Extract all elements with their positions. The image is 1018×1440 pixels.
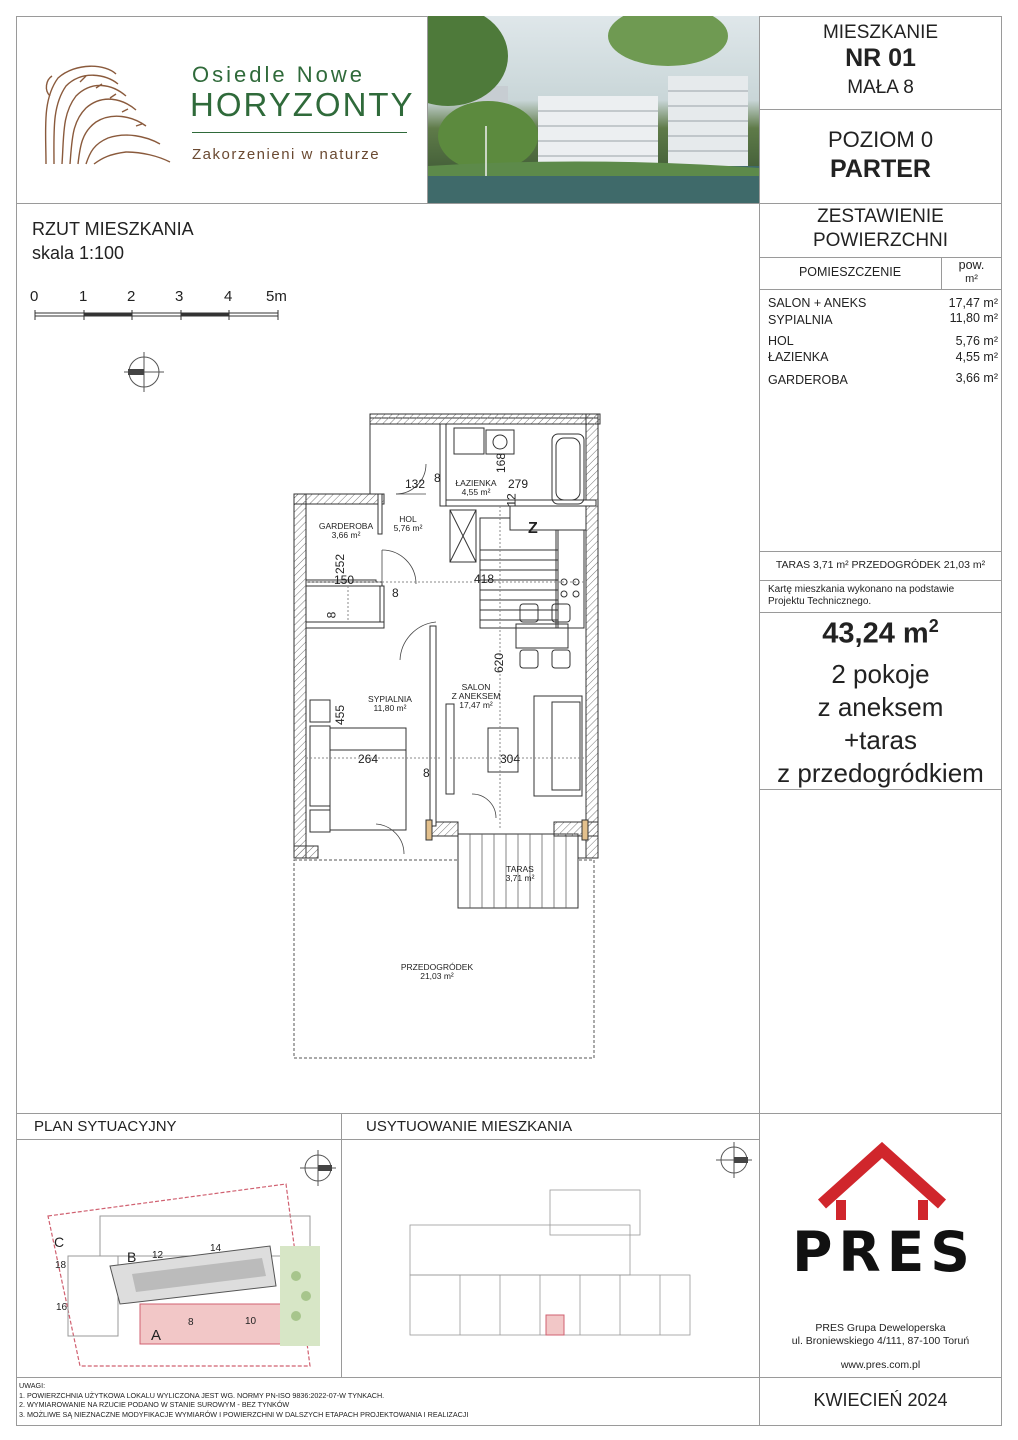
company-logo [766,1142,1002,1282]
scale-tick-label: 0 [30,288,39,305]
brand-logo [30,56,420,176]
room-label-lazienka [448,479,504,497]
areas-col-room: POMIESZCZENIE [798,265,902,279]
total-area-unit: 2 [928,616,939,636]
room-name: ŁAZIENKA [768,350,829,364]
level-label: POZIOM 0 [827,127,934,152]
plan-title: RZUT MIESZKANIA [32,219,194,239]
scale-tick-label: 5m [266,288,287,305]
room-label-area: 4,55 m² [461,487,491,497]
site-label: 8 [188,1317,194,1328]
room-label-area: 21,03 m² [420,971,454,981]
desc-line: 2 pokoje [831,659,930,689]
dimension-label: 304 [500,752,521,766]
note-line: 2. WYMIAROWANIE NA RZUCIE PODANO W STANIE SUROWYM - BEZ TYNKÓW [19,1400,290,1409]
room-area: 3,66 m² [955,371,998,385]
area-row [768,313,1000,327]
room-label-area: 17,47 m² [459,700,493,710]
room-label-name: HOL [399,514,417,524]
scale-bar [28,288,288,328]
brand-tagline: Zakorzenieni w naturze [192,146,381,163]
total-area-value: 43,24 m [822,617,929,650]
apartment-number: NR 01 [845,44,916,72]
room-name: GARDEROBA [768,373,848,387]
room-label-area: 11,80 m² [373,703,407,713]
dimension-label: 252 [333,553,348,575]
building-photo [428,16,759,203]
room-label-name: SYPIALNIA [368,694,412,704]
areas-col-area-1: pow. [958,258,985,272]
z-mark: Z [528,520,538,537]
site-plan-title: PLAN SYTUACYJNY [34,1118,177,1135]
site-label: 18 [55,1260,67,1271]
room-name: SALON + ANEKS [768,296,867,310]
brand-line1: Osiedle Nowe [192,62,365,87]
room-label-name: ŁAZIENKA [455,478,497,488]
company-address: ul. Broniewskiego 4/111, 87-100 Toruń [791,1335,970,1347]
areas-col-area-2: m² [965,273,978,285]
divider [759,109,1002,110]
areas-extras: TARAS 3,71 m² PRZEDOGRÓDEK 21,03 m² [775,559,986,571]
room-name: HOL [768,334,794,348]
note-line: 3. MOŻLIWE SĄ NIEZNACZNE MODYFIKACJE WYMIARÓW I POWIERZCHNI W DALSZYCH ETAPACH PROJEKTOWANIA I REALIZACJI [19,1409,469,1419]
total-area [759,616,1002,651]
dimension-label: 455 [333,704,348,726]
company-logo-text: PRES [792,1220,976,1284]
room-label-hol [380,515,436,533]
area-row [768,296,1000,310]
room-area: 4,55 m² [955,350,998,364]
room-label-salon [446,683,506,710]
dimension-label: 132 [405,477,426,491]
areas-title-2: POWIERZCHNI [812,230,949,251]
apartment-label: MIESZKANIE [822,22,939,43]
notes [19,1381,749,1419]
scale-tick-label: 2 [127,288,136,305]
dimension-label: 8 [392,586,399,600]
room-label-garderoba [316,522,376,540]
desc-line: z aneksem [817,692,944,722]
dimension-label: 168 [494,452,509,474]
area-row [768,334,1000,348]
room-label-taras [492,865,548,883]
areas-title-1: ZESTAWIENIE [817,206,944,227]
desc-line: +taras [844,725,917,755]
divider [759,289,1002,290]
dimension-label: 8 [324,611,339,619]
site-label: B [127,1249,137,1265]
brand-arrow [192,132,407,133]
dimension-label: 279 [508,477,529,491]
room-name: SYPIALNIA [768,313,833,327]
divider [16,1377,1002,1378]
room-label-area: 3,66 m² [331,530,361,540]
level-name: PARTER [830,155,931,183]
divider [341,1113,342,1377]
dimension-label: 418 [474,572,495,586]
areas-note: Kartę mieszkania wykonano na podstawie Projektu Technicznego. [768,584,955,607]
area-row [768,373,1000,387]
dimension-label: 150 [334,573,355,587]
room-label-sypialnia [360,695,420,713]
divider [759,203,1002,204]
site-label: 14 [210,1243,222,1254]
dimension-label: 620 [492,652,507,674]
room-label-name: GARDEROBA [318,521,374,531]
site-plan-map [40,1176,340,1371]
site-label: 12 [152,1250,164,1261]
north-arrow-icon [124,352,164,392]
site-label: A [151,1327,162,1344]
apartment-desc [759,658,1002,790]
company-www: www.pres.com.pl [840,1359,921,1371]
room-label-name-2: Z ANEKSEM [451,691,501,701]
note-line: 1. POWIERZCHNIA UŻYTKOWA LOKALU WYLICZONA JEST WG. NORMY PN-ISO 9836:2022-07-W TYNKACH. [19,1390,385,1400]
divider [759,612,1002,613]
area-row [768,350,1000,364]
room-area: 5,76 m² [955,334,998,348]
desc-line: z przedogródkiem [777,758,984,788]
brand-line2: HORYZONTY [190,86,415,123]
room-area: 11,80 m² [949,311,998,325]
divider [759,551,1002,552]
dimension-label: 8 [434,471,441,485]
room-label-name: SALON [461,682,491,692]
location-map [400,1185,700,1365]
divider [16,1139,759,1140]
dimension-label: 8 [423,766,430,780]
divider [16,1113,1002,1114]
house-roof-icon [766,1142,1002,1222]
room-label-name: PRZEDOGRÓDEK [400,962,474,972]
north-arrow-icon [716,1142,752,1178]
room-area: 17,47 m² [948,296,998,310]
plan-scale: skala 1:100 [32,243,125,263]
sheet-date: KWIECIEŃ 2024 [813,1390,948,1410]
company-name: PRES Grupa Deweloperska [815,1322,946,1334]
dimension-label: 12 [504,493,519,507]
site-label: 16 [56,1302,68,1313]
room-label-area: 3,71 m² [505,873,535,883]
location-title: USYTUOWANIE MIESZKANIA [366,1118,573,1135]
room-label-przedogrodek [397,963,477,981]
scale-tick-label: 4 [224,288,233,305]
notes-title: UWAGI: [19,1381,46,1390]
room-label-area: 5,76 m² [393,523,423,533]
site-label: 10 [245,1316,257,1327]
apartment-street: MAŁA 8 [847,77,914,98]
scale-tick-label: 3 [175,288,184,305]
divider [759,580,1002,581]
dimension-label: 264 [358,752,379,766]
room-label-name: TARAS [506,864,534,874]
tree-emblem-icon [36,60,176,170]
divider [16,203,759,204]
site-label: C [54,1234,65,1250]
scale-tick-label: 1 [79,288,88,305]
